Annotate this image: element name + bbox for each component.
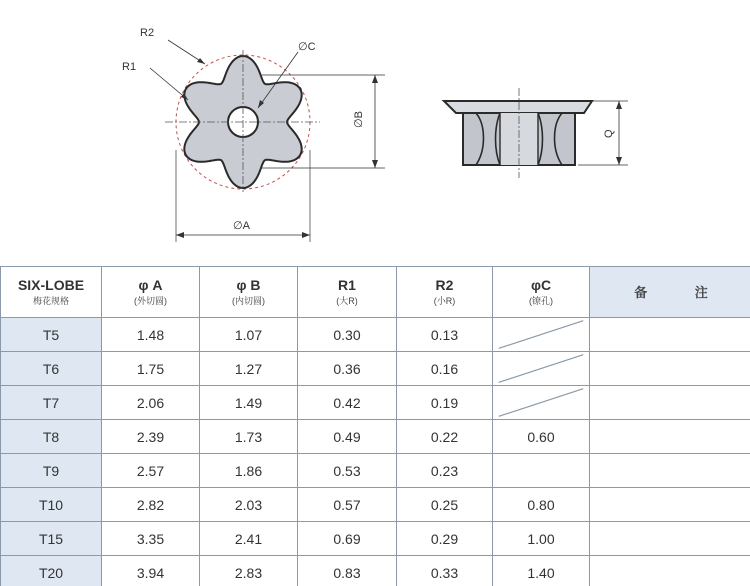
phi-c-cell: [493, 352, 590, 386]
label-r2: R2: [140, 27, 155, 39]
phi-b-cell: 1.27: [200, 352, 298, 386]
size-cell: T7: [1, 386, 102, 420]
r2-cell: 0.16: [397, 352, 493, 386]
phi-c-cell: 0.60: [493, 420, 590, 454]
phi-a-cell: 2.39: [102, 420, 200, 454]
phi-b-cell: 1.86: [200, 454, 298, 488]
phi-a-cell: 2.57: [102, 454, 200, 488]
header-phi-c: φC (镣孔): [493, 267, 590, 318]
size-cell: T10: [1, 488, 102, 522]
phi-a-cell: 1.48: [102, 318, 200, 352]
remark-cell: [590, 352, 750, 386]
phi-a-cell: 2.06: [102, 386, 200, 420]
phi-a-cell: 3.94: [102, 556, 200, 586]
phi-a-cell: 2.82: [102, 488, 200, 522]
header-phi-a: φ A (外切圆): [102, 267, 200, 318]
r1-cell: 0.30: [298, 318, 397, 352]
spec-table: [0, 266, 750, 586]
phi-c-cell: [493, 318, 590, 352]
table-row: [1, 386, 750, 420]
label-q: Q: [603, 129, 615, 138]
table-row: [1, 522, 750, 556]
table-row: [1, 488, 750, 522]
r2-cell: 0.25: [397, 488, 493, 522]
header-six-lobe: SIX-LOBE 梅花规格: [1, 267, 102, 318]
header-phi-b: φ B (内切圆): [200, 267, 298, 318]
remark-cell: [590, 488, 750, 522]
r1-cell: 0.83: [298, 556, 397, 586]
size-cell: T8: [1, 420, 102, 454]
remark-cell: [590, 556, 750, 586]
table-row: [1, 352, 750, 386]
label-b: ∅B: [353, 111, 365, 128]
table-row: [1, 454, 750, 488]
spec-table-container: [0, 266, 750, 586]
phi-a-cell: 1.75: [102, 352, 200, 386]
not-applicable-slash: [493, 352, 589, 385]
not-applicable-slash: [493, 318, 589, 351]
table-body: [1, 318, 750, 586]
r1-cell: 0.57: [298, 488, 397, 522]
side-view: [444, 88, 628, 178]
label-r1: R1: [122, 61, 137, 73]
table-row: [1, 556, 750, 586]
r1-cell: 0.69: [298, 522, 397, 556]
phi-b-cell: 2.41: [200, 522, 298, 556]
r1-cell: 0.36: [298, 352, 397, 386]
phi-c-cell: [493, 454, 590, 488]
label-c: ∅C: [298, 41, 316, 53]
header-remarks: 备 注: [590, 267, 750, 318]
phi-c-cell: [493, 386, 590, 420]
phi-b-cell: 2.83: [200, 556, 298, 586]
size-cell: T5: [1, 318, 102, 352]
phi-a-cell: 3.35: [102, 522, 200, 556]
table-header-row: [1, 267, 750, 318]
remark-cell: [590, 522, 750, 556]
remark-cell: [590, 386, 750, 420]
phi-b-cell: 1.49: [200, 386, 298, 420]
table-row: [1, 318, 750, 352]
phi-b-cell: 1.07: [200, 318, 298, 352]
phi-b-cell: 2.03: [200, 488, 298, 522]
r1-cell: 0.49: [298, 420, 397, 454]
not-applicable-slash: [493, 386, 589, 419]
r1-cell: 0.42: [298, 386, 397, 420]
r2-cell: 0.22: [397, 420, 493, 454]
size-cell: T20: [1, 556, 102, 586]
r2-cell: 0.23: [397, 454, 493, 488]
remark-cell: [590, 318, 750, 352]
phi-b-cell: 1.73: [200, 420, 298, 454]
r1-cell: 0.53: [298, 454, 397, 488]
size-cell: T6: [1, 352, 102, 386]
six-lobe-drawing: [0, 0, 750, 266]
remark-cell: [590, 454, 750, 488]
phi-c-cell: 1.00: [493, 522, 590, 556]
size-cell: T15: [1, 522, 102, 556]
r2-cell: 0.19: [397, 386, 493, 420]
size-cell: T9: [1, 454, 102, 488]
label-a: ∅A: [233, 220, 250, 232]
phi-c-cell: 0.80: [493, 488, 590, 522]
r2-cell: 0.13: [397, 318, 493, 352]
header-r2: R2 (小R): [397, 267, 493, 318]
table-row: [1, 420, 750, 454]
remark-cell: [590, 420, 750, 454]
header-r1: R1 (大R): [298, 267, 397, 318]
r2-cell: 0.29: [397, 522, 493, 556]
phi-c-cell: 1.40: [493, 556, 590, 586]
r2-cell: 0.33: [397, 556, 493, 586]
